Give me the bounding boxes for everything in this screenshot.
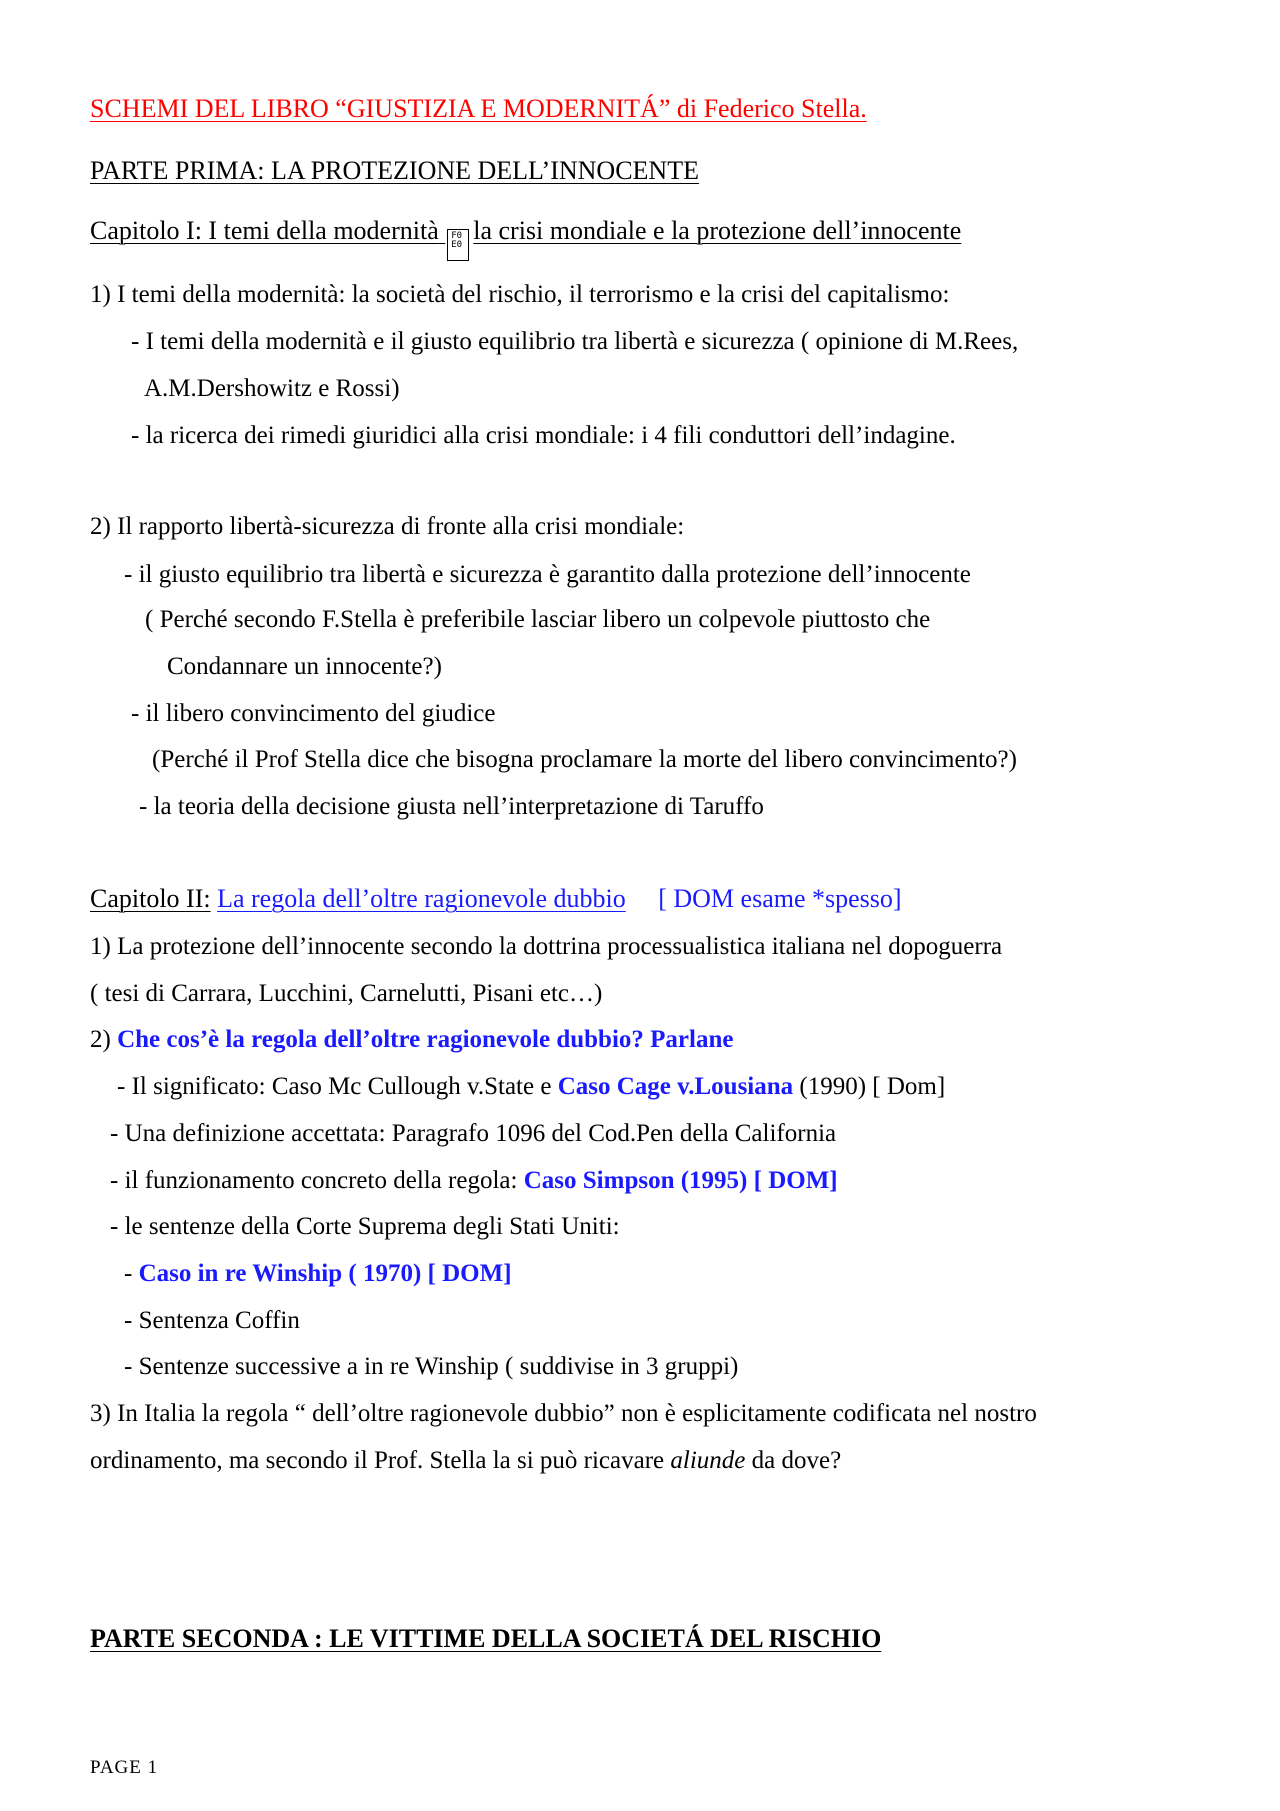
chapter-1-section-1: 1) I temi della modernità: la società del rischio, il terrorismo e la crisi del capitalismo: xyxy=(90,281,950,308)
part-two-heading: PARTE SECONDA : LE VITTIME DELLA SOCIETÁ DEL RISCHIO xyxy=(90,1624,882,1653)
sub-bullet-successive: - Sentenze successive a in re Winship ( suddivise in 3 gruppi) xyxy=(124,1353,739,1380)
missing-glyph-icon xyxy=(447,229,469,261)
chapter-2-label: Capitolo II: xyxy=(90,884,211,913)
section-3-aliunde: aliunde xyxy=(670,1447,746,1474)
function-text: - il funzionamento concreto della regola: xyxy=(110,1167,518,1194)
chapter-1-bullet-5: - la teoria della decisione giusta nell’interpretazione di Taruffo xyxy=(139,793,764,820)
chapter-2-bullet-supreme-court: - le sentenze della Corte Suprema degli Stati Uniti: xyxy=(110,1213,620,1240)
document-title: SCHEMI DEL LIBRO “GIUSTIZIA E MODERNITÁ” di Federico Stella. xyxy=(90,94,867,123)
chapter-2-section-3: 3) In Italia la regola “ dell’oltre ragionevole dubbio” non è esplicitamente codificata nel nostro xyxy=(90,1400,1037,1427)
chapter-1-question-1: ( Perché secondo F.Stella è preferibile lasciar libero un colpevole piuttosto che xyxy=(145,606,931,633)
sub-bullet-winship xyxy=(124,1259,512,1289)
chapter-1-bullet-1-cont: A.M.Dershowitz e Rossi) xyxy=(144,375,400,402)
case-winship: Caso in re Winship ( 1970) [ DOM] xyxy=(138,1260,512,1287)
chapter-1-bullet-1: - I temi della modernità e il giusto equilibrio tra libertà e sicurezza ( opinione di M.Rees, xyxy=(131,328,1019,355)
chapter-2-title: La regola dell’oltre ragionevole dubbio xyxy=(217,884,626,913)
chapter-2-heading xyxy=(90,884,902,914)
page-footer: PAGE 1 xyxy=(90,1757,159,1778)
chapter-1-bullet-2: - la ricerca dei rimedi giuridici alla crisi mondiale: i 4 fili conduttori dell’indagine. xyxy=(131,422,956,449)
chapter-2-question: Che cos’è la regola dell’oltre ragionevole dubbio? Parlane xyxy=(117,1026,734,1053)
section-3-end: da dove? xyxy=(751,1447,842,1474)
sub-bullet-coffin: - Sentenza Coffin xyxy=(124,1307,300,1334)
chapter-2-section-2 xyxy=(90,1025,733,1055)
case-simpson: Caso Simpson (1995) [ DOM] xyxy=(523,1167,838,1194)
chapter-2-section-1: 1) La protezione dell’innocente secondo la dottrina processualistica italiana nel dopoguerra xyxy=(90,933,1003,960)
chapter-1-bullet-3: - il giusto equilibrio tra libertà e sicurezza è garantito dalla protezione dell’innocente xyxy=(124,561,971,588)
chapter-1-heading-start: Capitolo I: I temi della modernità xyxy=(90,216,439,245)
sub-bullet-dash: - xyxy=(124,1260,133,1287)
chapter-2-section-2-number: 2) xyxy=(90,1026,111,1053)
chapter-2-bullet-meaning xyxy=(117,1072,945,1102)
chapter-1-section-2: 2) Il rapporto libertà-sicurezza di fronte alla crisi mondiale: xyxy=(90,513,685,540)
chapter-1-question-1-cont: Condannare un innocente?) xyxy=(167,653,442,680)
chapter-1-bullet-4: - il libero convincimento del giudice xyxy=(131,700,496,727)
chapter-1-heading xyxy=(90,216,961,261)
chapter-1-question-2: (Perché il Prof Stella dice che bisogna proclamare la morte del libero convincimento?) xyxy=(152,746,1017,773)
section-3-text: ordinamento, ma secondo il Prof. Stella la si può ricavare xyxy=(90,1447,665,1474)
case-cage-year: (1990) [ Dom] xyxy=(799,1073,946,1100)
chapter-1-heading-end: la crisi mondiale e la protezione dell’innocente xyxy=(473,216,962,245)
missing-glyph-code: F0E0 xyxy=(451,231,463,250)
chapter-2-bullet-definition: - Una definizione accettata: Paragrafo 1096 del Cod.Pen della California xyxy=(110,1120,837,1147)
chapter-2-section-1-cont: ( tesi di Carrara, Lucchini, Carnelutti, Pisani etc…) xyxy=(90,980,603,1007)
chapter-2-bullet-function xyxy=(110,1166,838,1196)
part-one-heading: PARTE PRIMA: LA PROTEZIONE DELL’INNOCENTE xyxy=(90,156,699,185)
case-cage: Caso Cage v.Lousiana xyxy=(557,1073,794,1100)
chapter-2-section-3-cont xyxy=(90,1446,841,1476)
meaning-text: - Il significato: Caso Mc Cullough v.State e xyxy=(117,1073,552,1100)
chapter-2-tag: [ DOM esame *spesso] xyxy=(658,884,902,913)
